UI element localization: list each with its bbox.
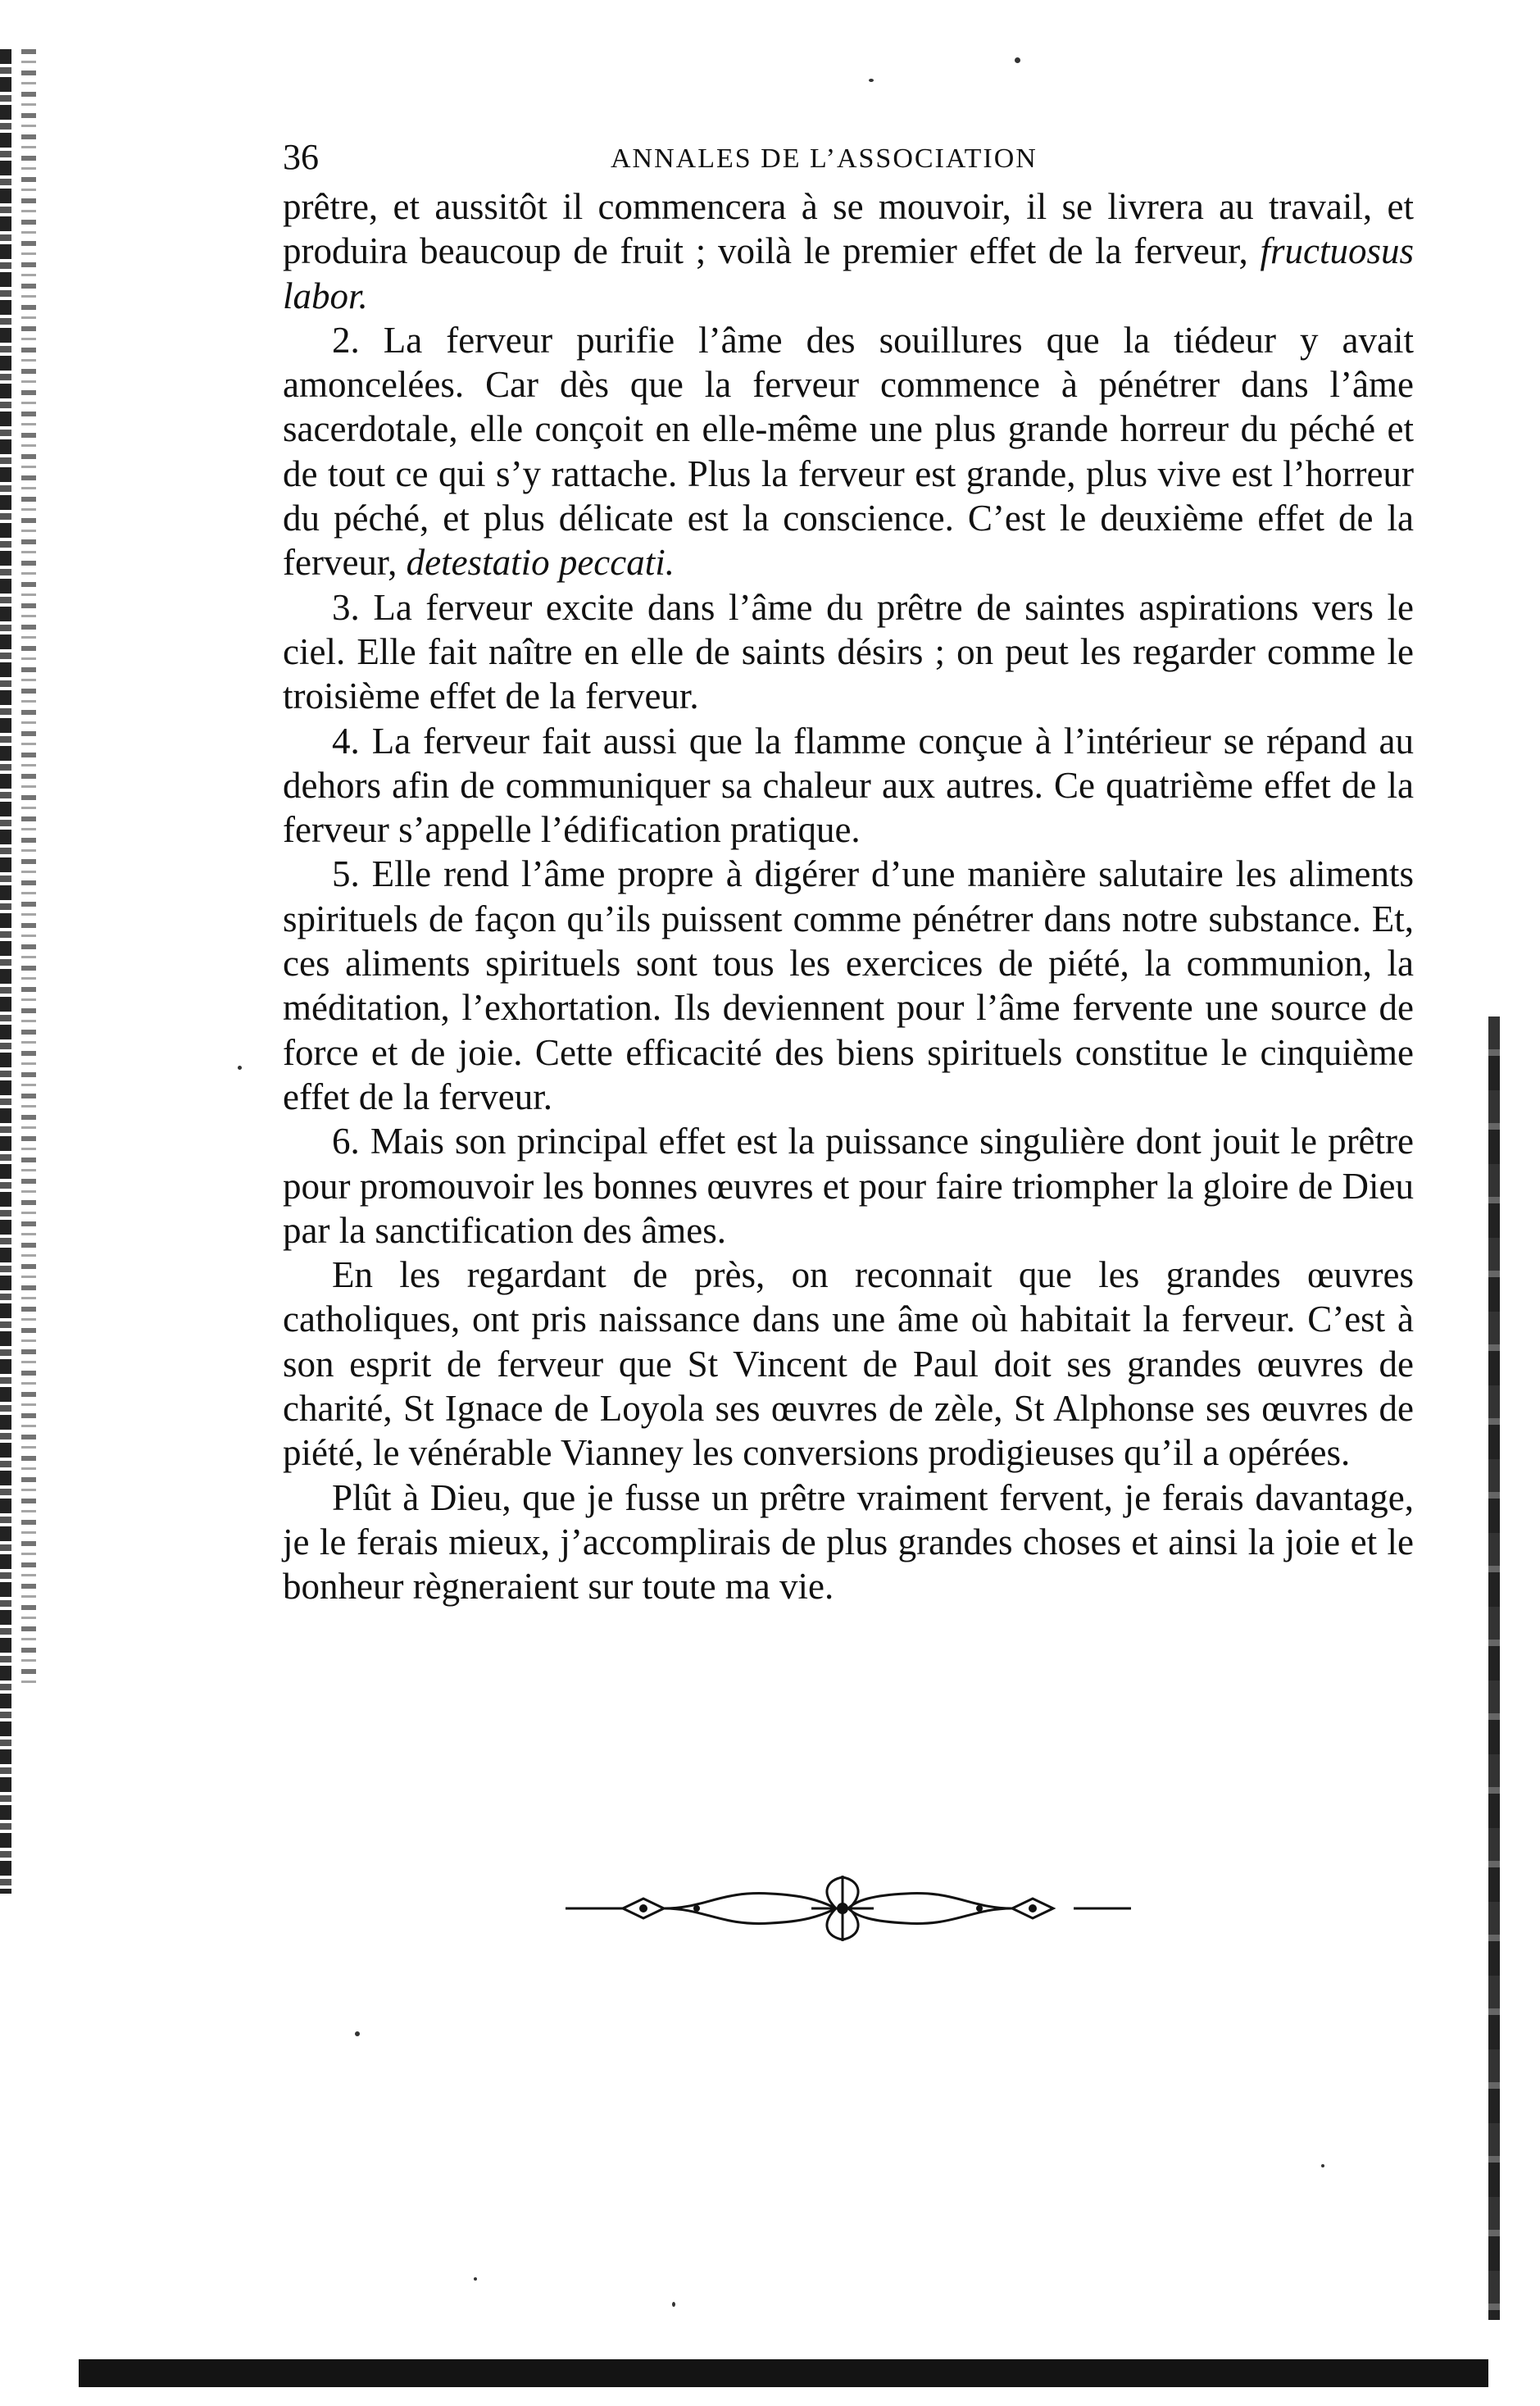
dust-speck bbox=[1321, 2164, 1324, 2167]
page-number: 36 bbox=[283, 137, 319, 177]
paragraph-1-latin-phrase: fructuosus labor. bbox=[283, 230, 1414, 316]
binding-shadow-left bbox=[21, 49, 36, 1689]
paragraph-2-text: 2. La ferveur purifie l’âme des souillures que la tiédeur y avait amoncelées. Car dès que la ferveur commence à pénétrer dans l’âme sacerdotale, elle conçoit en elle-même une plus grande horreur du péché et de tout ce qui s’y rattache. Plus la ferveur est grande, plus vive est l’horreur du péché, et plus délicate est la conscience. C’est le deuxième effet de la ferveur, bbox=[283, 319, 1414, 584]
dust-speck bbox=[869, 79, 874, 82]
dust-speck bbox=[1015, 57, 1020, 63]
paragraph-8: Plût à Dieu, que je fusse un prêtre vraiment fervent, je ferais davantage, je le ferais mieux, j’accomplirais de plus grandes choses et ainsi la joie et le bonheur règneraient sur toute ma vie. bbox=[283, 1476, 1414, 1608]
dust-speck bbox=[672, 2302, 675, 2307]
dust-speck bbox=[474, 2277, 477, 2281]
paragraph-6: 6. Mais son principal effet est la puissance singulière dont jouit le prêtre pour promouvoir les bonnes œuvres et pour faire triompher la gloire de Dieu par la sanctification des âmes. bbox=[283, 1121, 1414, 1251]
paragraph-4: 4. La ferveur fait aussi que la flamme conçue à l’intérieur se répand au dehors afin de communiquer sa chaleur aux autres. Ce quatrième effet de la ferveur s’appelle l’édification pratique. bbox=[283, 720, 1414, 851]
binding-edge-right bbox=[1488, 1017, 1500, 2320]
paragraph-1 bbox=[283, 184, 1414, 318]
page-header bbox=[283, 133, 1414, 182]
binding-edge-left bbox=[0, 49, 11, 1894]
dust-speck bbox=[355, 2031, 360, 2036]
paragraph-2-latin-phrase: detestatio peccati. bbox=[406, 542, 675, 584]
body-text bbox=[283, 184, 1414, 1609]
running-head: ANNALES DE L’ASSOCIATION bbox=[611, 143, 1038, 174]
paragraph-2 bbox=[283, 318, 1414, 585]
dust-speck bbox=[238, 1066, 242, 1070]
fleuron-divider-icon bbox=[566, 1876, 1131, 1941]
paragraph-1-text: prêtre, et aussitôt il commencera à se mouvoir, il se livrera au travail, et produira beaucoup de fruit ; voilà le premier effet de la ferveur, bbox=[283, 186, 1414, 272]
scan-bottom-bar bbox=[79, 2359, 1488, 2387]
paragraph-3: 3. La ferveur excite dans l’âme du prêtre de saintes aspirations vers le ciel. Elle fait naître en elle de saints désirs ; on peut les regarder comme le troisième effet de la ferveur. bbox=[283, 586, 1414, 717]
paragraph-5: 5. Elle rend l’âme propre à digérer d’une manière salutaire les aliments spirituels de façon qu’ils puissent comme pénétrer dans notre substance. Et, ces aliments spirituels sont tous les exercices de piété, la communion, la méditation, l’exhortation. Ils deviennent pour l’âme fervente une source de force et de joie. Cette efficacité des biens spirituels constitue le cinquième effet de la ferveur. bbox=[283, 853, 1414, 1117]
paragraph-7: En les regardant de près, on reconnait que les grandes œuvres catholiques, ont pris naissance dans une âme où habitait la ferveur. C’est à son esprit de ferveur que St Vincent de Paul doit ses grandes œuvres de charité, St Ignace de Loyola ses œuvres de zèle, St Alphonse ses œuvres de piété, le vénérable Vianney les conversions prodigieuses qu’il a opérées. bbox=[283, 1254, 1414, 1474]
